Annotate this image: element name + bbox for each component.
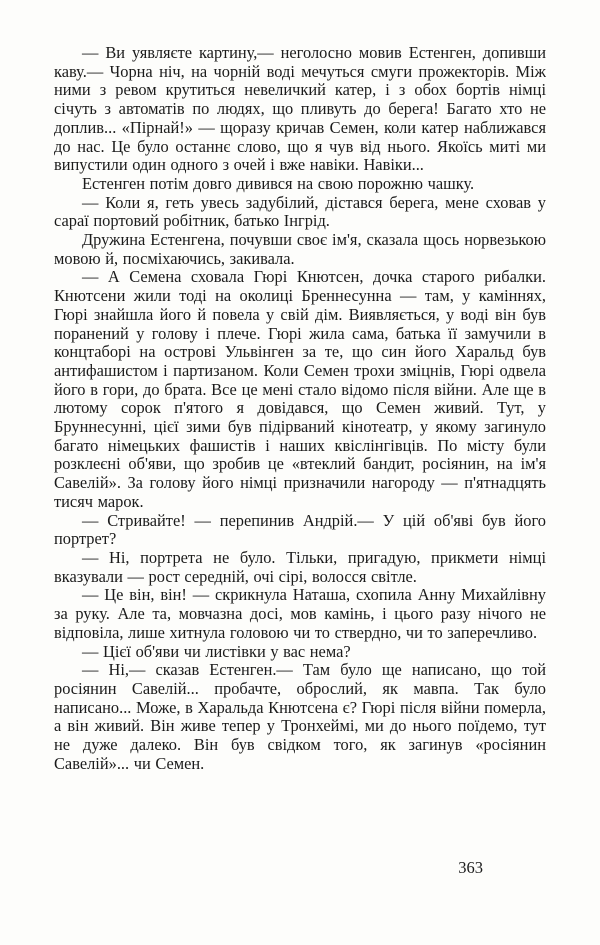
paragraph: — Це він, він! — скрикнула Наташа, схопила Анну Михайлівну за руку. Але та, мовчазна досі, мов камінь, і цього разу нічого не відповіла, лише хитнула головою чи то ствердно, чи то заперечливо.	[54, 585, 546, 642]
paragraph: Естенген потім довго дивився на свою порожню чашку.	[82, 173, 475, 193]
paragraph: — Коли я, геть увесь задубілий, дістався берега, мене сховав у сараї портовий робітник, батько Інгрід.	[54, 192, 546, 231]
paragraph: — Ні, портрета не було. Тільки, пригадую, прикмети німці вказували — рост середній, очі сірі, волосся світле.	[54, 547, 546, 586]
page-number: 363	[458, 858, 483, 877]
paragraph: — Стривайте! — перепинив Андрій.— У цій об'яві був його портрет?	[54, 510, 546, 549]
paragraph: — Цієї об'яви чи листівки у вас нема?	[82, 641, 351, 661]
paragraph: — А Семена сховала Гюрі Кнютсен, дочка старого рибалки. Кнютсени жили тоді на околиці Бреннесунна — там, у каміннях, Гюрі знайшла його й повела у свій дім. Виявляється, у воді він був поранений у голову і плече. Гюрі жила сама, батька її замучили в концтаборі на острові Ульвінген за те, що син його Харальд був антифашистом і партизаном. Коли Семен трохи зміцнів, Гюрі одвела його в гори, до брата. Все це мені стало відомо після війни. Але ще в лютому сорок п'ятого я довідався, що Семен живий. Тут, у Бруннесунні, цієї зими був підірваний кінотеатр, у якому загинуло багато німецьких фашистів і наших квіслінгівців. По місту були розклеєні об'яви, що зробив це «втеклий бандит, росіянин, на ім'я Савелій». За голову його німці призначили нагороду — п'ятнадцять тисяч марок.	[54, 267, 546, 511]
paragraph: Дружина Естенгена, почувши своє ім'я, сказала щось норвезькою мовою й, посміхаючись, закивала.	[54, 230, 546, 268]
paragraph: — Ви уявляєте картину,— неголосно мовив Естенген, допивши каву.— Чорна ніч, на чорній воді мечуться смуги прожекторів. Між ними з ревом крутиться невеличкий катер, і з обох бортів німці січуть з автоматів по людях, що пливуть до берега! Багато хто не доплив... «Пірнай!» — щоразу кричав Семен, коли катер наближався до нас. Це було останнє слово, що я чув від нього. Якоїсь миті ми випустили один одного з очей і вже навіки. Навіки...	[54, 43, 546, 175]
page-text	[54, 44, 546, 773]
paragraph: — Ні,— сказав Естенген.— Там було ще написано, що той росіянин Савелій... пробачте, оброслий, як мавпа. Так було написано... Може, в Харальда Кнютсена є? Гюрі після війни померла, а він живий. Він живе тепер у Тронхеймі, ми до нього поїдемо, тут не дуже далеко. Він був свідком того, як загинув «росіянин Савелій»... чи Семен.	[54, 660, 546, 773]
